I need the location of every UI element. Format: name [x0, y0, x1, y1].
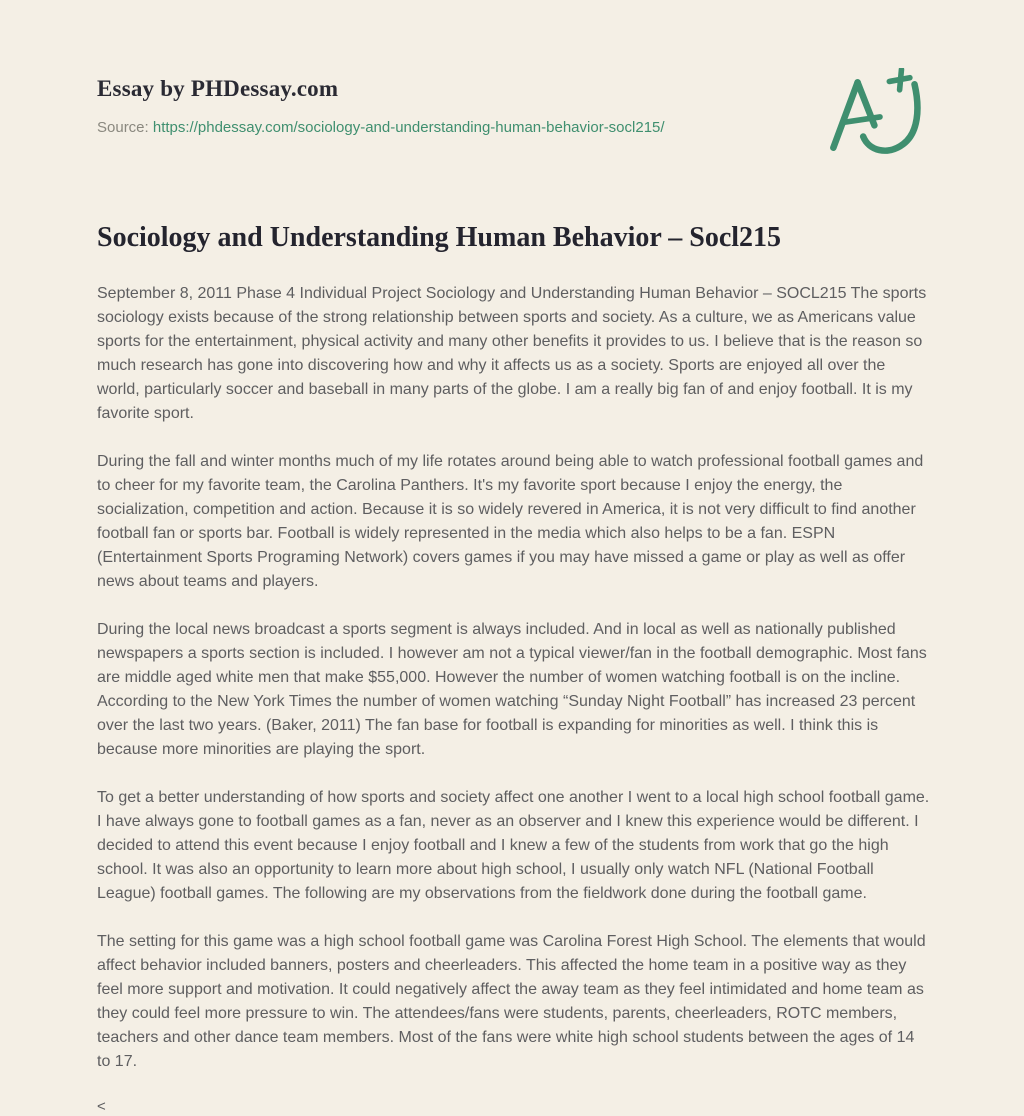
source-url-link[interactable]: https://phdessay.com/sociology-and-understanding-human-behavior-socl215/ — [152, 119, 665, 136]
essay-paragraph: The setting for this game was a high school football game was Carolina Forest High School. The elements that would affect behavior included banners, posters and cheerleaders. This affected the home team in a positive way as they feel more support and motivation. It could negatively affect the away team as they feel intimidated and home team as they could feel more pressure to win. The attendees/fans were students, parents, cheerleaders, ROTC members, teachers and other dance team members. Most of the fans were white high school students between the ages of 14 to 17. — [97, 933, 926, 1070]
essay-paragraph: During the fall and winter months much of my life rotates around being able to watch professional football games and to cheer for my favorite team, the Carolina Panthers. It's my favorite sport because I enjoy the energy, the socialization, competition and action. Because it is so widely revered in America, it is not very difficult to find another football fan or sports bar. Football is widely represented in the media which also helps to be a fan. ESPN (Entertainment Sports Programing Network) covers games if you may have missed a game or play as well as offer news about teams and players. — [97, 453, 924, 590]
truncated-content-marker: < — [97, 1098, 106, 1115]
site-header-title: Essay by PHDessay.com — [97, 76, 339, 101]
essay-paragraph: During the local news broadcast a sports segment is always included. And in local as well as nationally published newspapers a sports section is included. I however am not a typical viewer/fan in the football demographic. Most fans are middle aged white men that make $55,000. However the number of women watching football is on the incline. According to the New York Times the number of women watching “Sunday Night Football” has increased 23 percent over the last two years. (Baker, 2011) The fan base for football is expanding for minorities as well. I think this is because more minorities are playing the sport. — [97, 621, 927, 758]
phdessay-logo-icon — [824, 68, 936, 164]
essay-title: Sociology and Understanding Human Behavior – Socl215 — [97, 222, 782, 253]
essay-paragraph: September 8, 2011 Phase 4 Individual Project Sociology and Understanding Human Behavior – SOCL215 The sports sociology exists because of the strong relationship between sports and society. As a culture, we as Americans value sports for the entertainment, physical activity and many other benefits it provides to us. I believe that is the reason so much research has gone into discovering how and why it affects us as a society. Sports are enjoyed all over the world, particularly soccer and baseball in many parts of the globe. I am a really big fan of and enjoy football. It is my favorite sport. — [97, 285, 927, 422]
source-label: Source: — [97, 119, 149, 136]
essay-body — [97, 282, 930, 1074]
source-line — [97, 119, 930, 136]
essay-paragraph: To get a better understanding of how sports and society affect one another I went to a local high school football game. I have always gone to football games as a fan, never as an observer and I knew this experience would be different. I decided to attend this event because I enjoy football and I knew a few of the students from work that go the high school. It was also an opportunity to learn more about high school, I usually only watch NFL (National Football League) football games. The following are my observations from the fieldwork done during the football game. — [97, 789, 930, 902]
